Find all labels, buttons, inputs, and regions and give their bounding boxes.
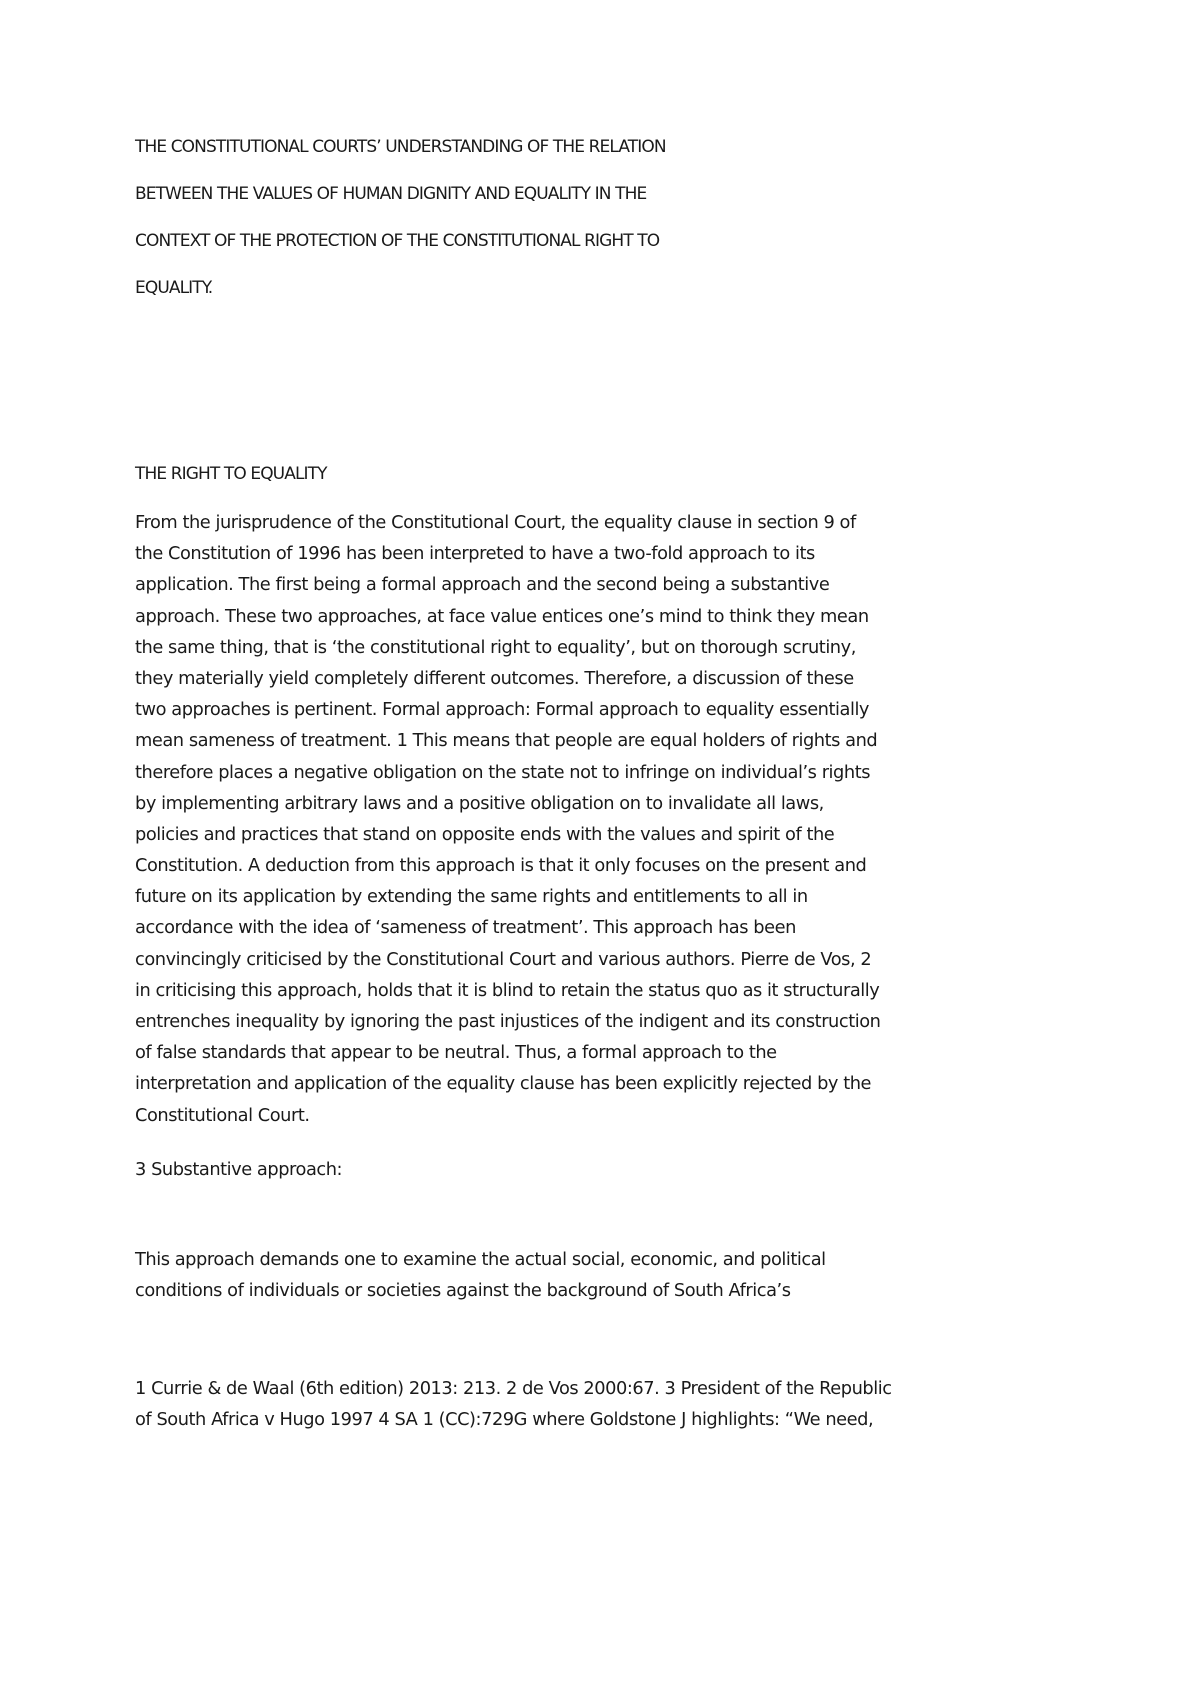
paragraph-line: From the jurisprudence of the Constitutional Court, the equality clause in section 9 of [135,512,856,533]
paragraph-line: the Constitution of 1996 has been interpreted to have a two-fold approach to its [135,543,815,565]
paragraph-line: they materially yield completely different outcomes. Therefore, a discussion of these [135,667,854,689]
paragraph-formal-approach [135,507,995,1131]
paragraph-line: the same thing, that is ‘the constitutional right to equality’, but on thorough scrutiny, [135,636,856,658]
paragraph-line: two approaches is pertinent. Formal approach: Formal approach to equality essentially [135,699,870,721]
paragraph-line: future on its application by extending the same rights and entitlements to all in [135,886,808,908]
footnote-line: of South Africa v Hugo 1997 4 SA 1 (CC):729G where Goldstone J highlights: “We need, [135,1409,874,1431]
paragraph-line: application. The first being a formal approach and the second being a substantive [135,574,830,596]
paragraph-line: interpretation and application of the equality clause has been explicitly rejected by the [135,1073,872,1095]
title-line: EQUALITY. [135,278,213,298]
title-line: CONTEXT OF THE PROTECTION OF THE CONSTITUTIONAL RIGHT TO [135,231,660,251]
document-title [135,136,1015,324]
paragraph-line: mean sameness of treatment. 1 This means that people are equal holders of rights and [135,730,878,752]
paragraph-line: This approach demands one to examine the actual social, economic, and political [135,1249,826,1270]
paragraph-substantive-approach [135,1244,826,1306]
paragraph-line: Constitutional Court. [135,1104,310,1126]
title-line: THE CONSTITUTIONAL COURTS’ UNDERSTANDING OF THE RELATION [135,137,666,157]
paragraph-line: policies and practices that stand on opposite ends with the values and spirit of the [135,823,835,845]
paragraph-line: approach. These two approaches, at face value entices one’s mind to think they mean [135,605,869,627]
paragraph-line: by implementing arbitrary laws and a positive obligation on to invalidate all laws, [135,792,824,814]
paragraph-line: conditions of individuals or societies against the background of South Africa’s [135,1280,791,1302]
section-heading: THE RIGHT TO EQUALITY [135,464,327,484]
substantive-approach-heading: 3 Substantive approach: [135,1159,343,1180]
title-line: BETWEEN THE VALUES OF HUMAN DIGNITY AND EQUALITY IN THE [135,184,647,204]
paragraph-line: Constitution. A deduction from this approach is that it only focuses on the present and [135,855,867,877]
paragraph-line: therefore places a negative obligation on the state not to infringe on individual’s rights [135,761,871,783]
paragraph-line: in criticising this approach, holds that it is blind to retain the status quo as it structurally [135,979,880,1001]
paragraph-line: convincingly criticised by the Constitutional Court and various authors. Pierre de Vos, 2 [135,948,872,970]
footnote-line: 1 Currie & de Waal (6th edition) 2013: 213. 2 de Vos 2000:67. 3 President of the Republic [135,1378,892,1399]
paragraph-line: accordance with the idea of ‘sameness of treatment’. This approach has been [135,917,796,939]
paragraph-line: of false standards that appear to be neutral. Thus, a formal approach to the [135,1042,777,1064]
paragraph-line: entrenches inequality by ignoring the past injustices of the indigent and its construction [135,1011,881,1032]
footnotes [135,1373,892,1435]
